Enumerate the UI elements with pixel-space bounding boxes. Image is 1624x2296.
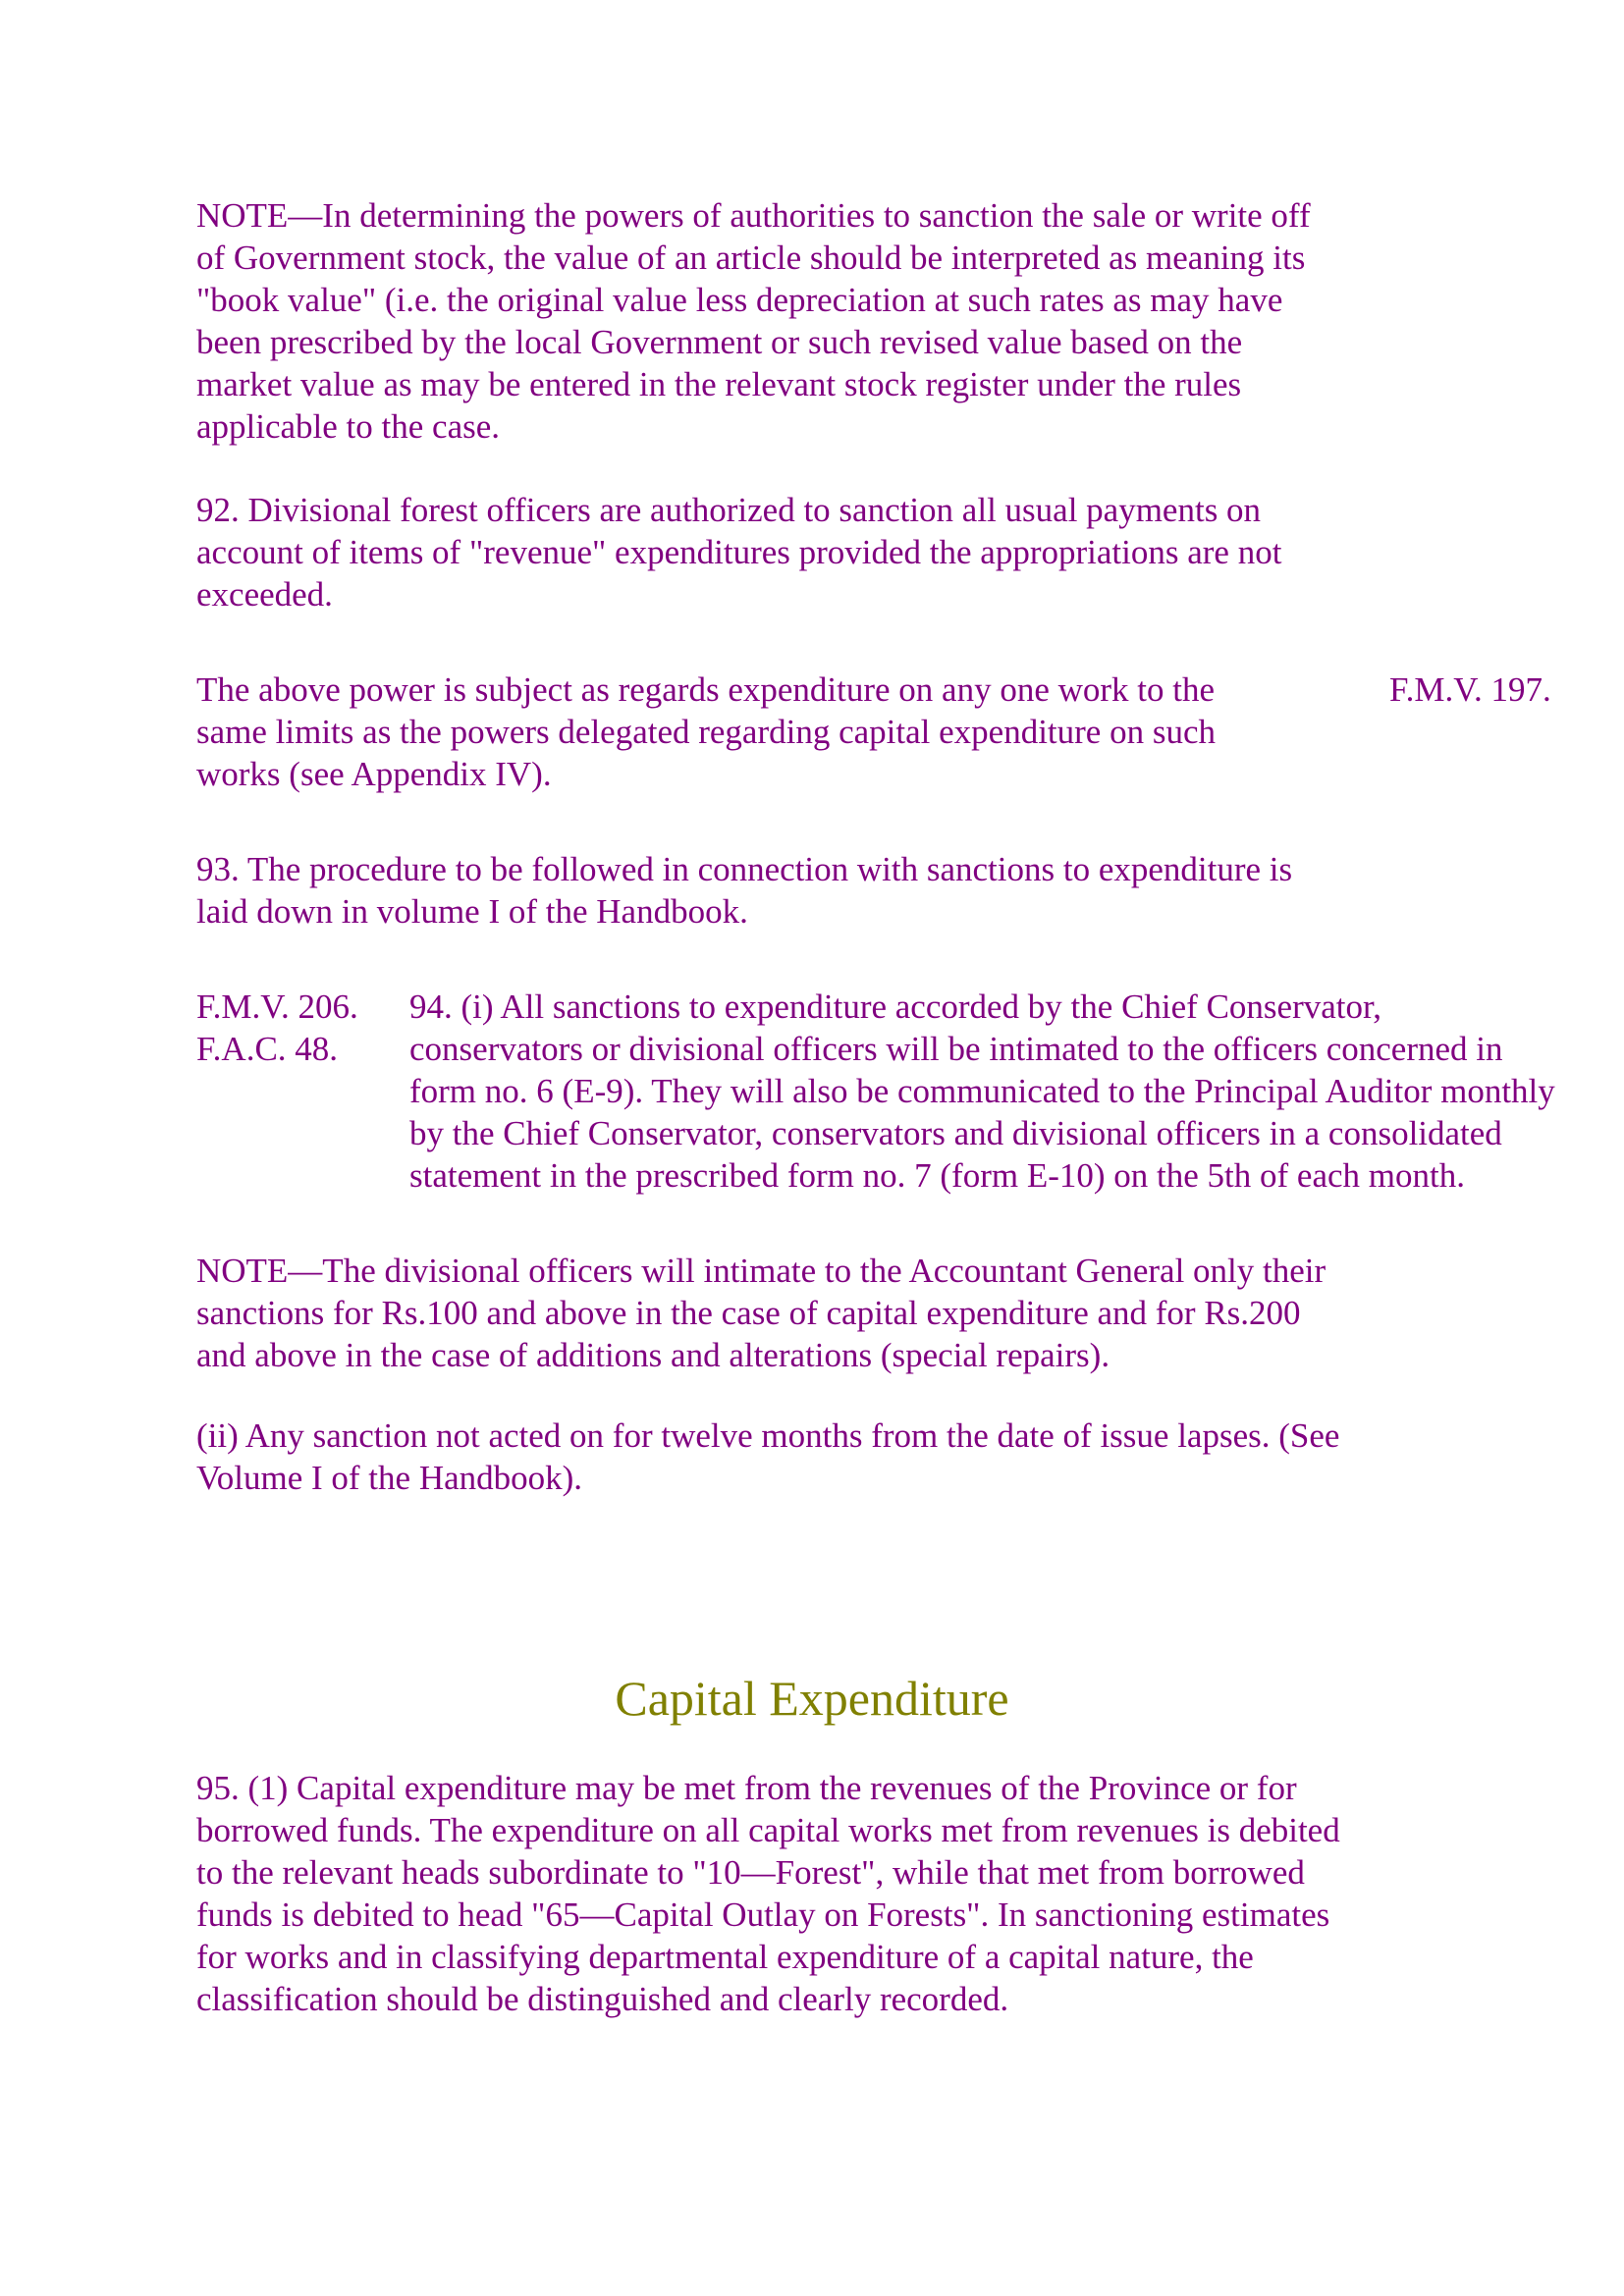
paragraph-above-power: The above power is subject as regards expenditure on any one work to the same limits as the powers delegated regarding capital expenditure on such works (see Appendix IV).	[196, 670, 1216, 793]
margin-reference-fmv-197: F.M.V. 197.	[1389, 670, 1551, 709]
note-book-value: NOTE—In determining the powers of authorities to sanction the sale or write off of Government stock, the value of an article should be interpreted as meaning its "book value" (i.e. the original value less depreciation at such rates as may have been prescribed by the local Government or such revised value based on the market value as may be entered in the relevant stock register under the rules applicable to the case.	[196, 196, 1311, 446]
section-heading-capital-expenditure: Capital Expenditure	[615, 1671, 1009, 1726]
paragraph-94-ii: (ii) Any sanction not acted on for twelve months from the date of issue lapses. (See Volume I of the Handbook).	[196, 1416, 1340, 1497]
note-divisional-officers: NOTE—The divisional officers will intimate to the Accountant General only their sanctions for Rs.100 and above in the case of capital expenditure and for Rs.200 and above in the case of additions and alterations (special repairs).	[196, 1252, 1326, 1374]
paragraph-94-i: 94. (i) All sanctions to expenditure accorded by the Chief Conservator, conservators or divisional officers will be intimated to the officers concerned in form no. 6 (E-9). They will also be communicated to the Principal Auditor monthly by the Chief Conservator, conservators and divisional officers in a consolidated statement in the prescribed form no. 7 (form E-10) on the 5th of each month.	[409, 988, 1555, 1195]
paragraph-95: 95. (1) Capital expenditure may be met from the revenues of the Province or for borrowed funds. The expenditure on all capital works met from revenues is debited to the relevant heads subordinate to "10—Forest", while that met from borrowed funds is debited to head "65—Capital Outlay on Forests". In sanctioning estimates for works and in classifying departmental expenditure of a capital nature, the classification should be distinguished and clearly recorded.	[196, 1769, 1340, 2018]
paragraph-93: 93. The procedure to be followed in connection with sanctions to expenditure is laid down in volume I of the Handbook.	[196, 850, 1293, 931]
paragraph-92: 92. Divisional forest officers are authorized to sanction all usual payments on account of items of "revenue" expenditures provided the appropriations are not exceeded.	[196, 491, 1282, 614]
margin-reference-paragraph-94: F.M.V. 206. F.A.C. 48.	[196, 988, 358, 1068]
